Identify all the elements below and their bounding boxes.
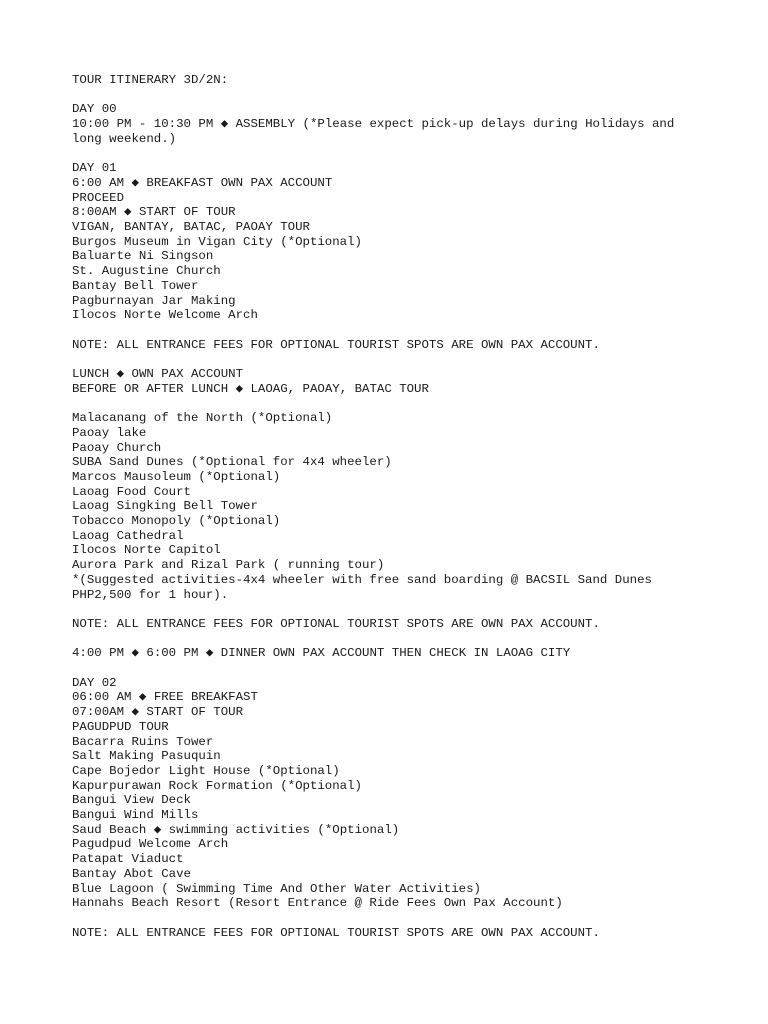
itinerary-line: Burgos Museum in Vigan City (*Optional)	[72, 234, 362, 249]
itinerary-line: Ilocos Norte Welcome Arch	[72, 308, 258, 323]
itinerary-line: Paoay lake	[72, 425, 147, 440]
blank-line	[72, 352, 712, 367]
itinerary-line: Tobacco Monopoly (*Optional)	[72, 514, 281, 529]
itinerary-line: long weekend.)	[72, 131, 177, 146]
itinerary-line: Bacarra Ruins Tower	[72, 734, 214, 749]
itinerary-line: Laoag Singking Bell Tower	[72, 499, 258, 514]
itinerary-line: 10:00 PM - 10:30 PM ◆ ASSEMBLY (*Please expect pick-up delays during Holidays and	[72, 117, 675, 132]
blank-line	[72, 396, 712, 411]
itinerary-line: Bangui View Deck	[72, 793, 191, 808]
itinerary-line: 6:00 AM ◆ BREAKFAST OWN PAX ACCOUNT	[72, 175, 333, 190]
blank-line	[72, 323, 712, 338]
itinerary-line: PROCEED	[72, 190, 125, 205]
itinerary-line: Bangui Wind Mills	[72, 808, 199, 823]
blank-line	[72, 88, 712, 103]
itinerary-line: NOTE: ALL ENTRANCE FEES FOR OPTIONAL TOURIST SPOTS ARE OWN PAX ACCOUNT.	[72, 925, 600, 940]
blank-line	[72, 602, 712, 617]
blank-line	[72, 911, 712, 926]
itinerary-line: 06:00 AM ◆ FREE BREAKFAST	[72, 690, 258, 705]
itinerary-line: Paoay Church	[72, 440, 162, 455]
blank-line	[72, 661, 712, 676]
blank-line	[72, 147, 712, 162]
itinerary-line: 4:00 PM ◆ 6:00 PM ◆ DINNER OWN PAX ACCOUNT THEN CHECK IN LAOAG CITY	[72, 646, 571, 661]
itinerary-line: Salt Making Pasuquin	[72, 749, 221, 764]
itinerary-line: Baluarte Ni Singson	[72, 249, 214, 264]
itinerary-line: LUNCH ◆ OWN PAX ACCOUNT	[72, 367, 244, 381]
blank-line	[72, 632, 712, 647]
itinerary-line: NOTE: ALL ENTRANCE FEES FOR OPTIONAL TOURIST SPOTS ARE OWN PAX ACCOUNT.	[72, 337, 600, 352]
itinerary-line: Laoag Food Court	[72, 484, 191, 499]
itinerary-line: VIGAN, BANTAY, BATAC, PAOAY TOUR	[72, 220, 310, 234]
itinerary-line: Cape Bojedor Light House (*Optional)	[72, 763, 340, 778]
itinerary-line: Malacanang of the North (*Optional)	[72, 411, 333, 426]
itinerary-line: Kapurpurawan Rock Formation (*Optional)	[72, 778, 362, 793]
itinerary-line: BEFORE OR AFTER LUNCH ◆ LAOAG, PAOAY, BATAC TOUR	[72, 381, 429, 396]
itinerary-line: Ilocos Norte Capitol	[72, 543, 221, 558]
itinerary-line: Marcos Mausoleum (*Optional)	[72, 469, 281, 484]
itinerary-line: NOTE: ALL ENTRANCE FEES FOR OPTIONAL TOURIST SPOTS ARE OWN PAX ACCOUNT.	[72, 616, 600, 631]
itinerary-line: Pagburnayan Jar Making	[72, 293, 236, 308]
itinerary-line: Hannahs Beach Resort (Resort Entrance @ Ride Fees Own Pax Account)	[72, 896, 563, 911]
itinerary-line: Blue Lagoon ( Swimming Time And Other Water Activities)	[72, 881, 481, 896]
itinerary-line: DAY 01	[72, 161, 117, 176]
itinerary-line: PAGUDPUD TOUR	[72, 719, 169, 734]
itinerary-line: TOUR ITINERARY 3D/2N:	[72, 73, 229, 87]
itinerary-line: St. Augustine Church	[72, 264, 221, 279]
itinerary-line: Pagudpud Welcome Arch	[72, 837, 229, 852]
itinerary-line: *(Suggested activities-4x4 wheeler with free sand boarding @ BACSIL Sand Dunes	[72, 572, 652, 587]
itinerary-line: 8:00AM ◆ START OF TOUR	[72, 205, 236, 220]
itinerary-line: PHP2,500 for 1 hour).	[72, 587, 229, 602]
itinerary-line: DAY 02	[72, 675, 117, 690]
itinerary-line: SUBA Sand Dunes (*Optional for 4x4 wheeler)	[72, 455, 392, 470]
itinerary-line: 07:00AM ◆ START OF TOUR	[72, 705, 244, 720]
itinerary-line: Patapat Viaduct	[72, 852, 184, 867]
itinerary-document	[72, 73, 712, 940]
itinerary-line: Aurora Park and Rizal Park ( running tour)	[72, 558, 385, 573]
itinerary-line: Bantay Abot Cave	[72, 866, 191, 881]
itinerary-line: Bantay Bell Tower	[72, 278, 199, 293]
itinerary-line: Laoag Cathedral	[72, 528, 184, 543]
itinerary-line: DAY 00	[72, 102, 117, 117]
itinerary-line: Saud Beach ◆ swimming activities (*Optional)	[72, 822, 400, 837]
